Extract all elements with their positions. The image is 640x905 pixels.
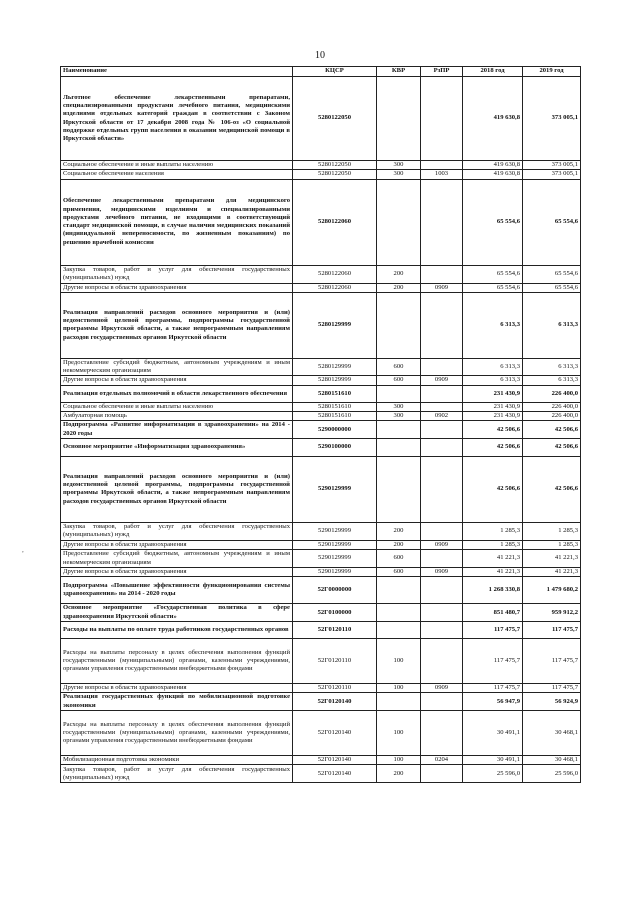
- table-row: [61, 283, 581, 292]
- row-2019-cell: 25 596,0: [523, 765, 581, 783]
- row-kvr-cell: 100: [377, 684, 421, 693]
- row-name-cell: Льготное обеспечение лекарственными препаратами, специализированными продуктами лечебного питания, медицинскими изделиями отдельных категорий граждан в соответствии с Законом Иркутской области от 17 декабря 2008 года № 106-оз «О социальной поддержке отдельных групп населения в оказании медицинской помощи в Иркутской области»: [61, 77, 293, 161]
- row-rzpr-cell: [421, 438, 463, 456]
- row-2019-cell: 65 554,6: [523, 283, 581, 292]
- table-row: [61, 77, 581, 161]
- row-name-cell: Социальное обеспечение и иные выплаты населению: [61, 161, 293, 170]
- row-kcsr-cell: 52Г0120140: [293, 765, 377, 783]
- row-2018-cell: 42 506,6: [463, 456, 523, 522]
- row-2018-cell: 41 221,3: [463, 567, 523, 576]
- table-row: [61, 756, 581, 765]
- row-2018-cell: 65 554,6: [463, 265, 523, 283]
- row-kvr-cell: 300: [377, 170, 421, 179]
- row-kcsr-cell: 5280129999: [293, 358, 377, 376]
- table-row: [61, 421, 581, 439]
- table-row: [61, 412, 581, 421]
- row-name-cell: Обеспечение лекарственными препаратами для медицинского применения, медицинскими изделиями и специализированными продуктами лечебного питания, не входящими в соответствующий стандарт медицинской помощи, в случае наличия медицинских показаний (индивидуальной непереносимости, по жизненным показаниям) по решению врачебной комиссии: [61, 179, 293, 265]
- row-kcsr-cell: 5290100000: [293, 438, 377, 456]
- row-name-cell: Реализация направлений расходов основного мероприятия и (или) ведомственной целевой программы, подпрограммы государственной программы Иркутской области, а также непрограммным направлениям расходов государственных органов Иркутской области: [61, 456, 293, 522]
- row-kvr-cell: 600: [377, 567, 421, 576]
- row-name-cell: Предоставление субсидий бюджетным, автономным учреждениям и иным некоммерческим организациям: [61, 550, 293, 568]
- row-kcsr-cell: 5280129999: [293, 292, 377, 358]
- row-2019-cell: 373 005,1: [523, 161, 581, 170]
- row-name-cell: Другие вопросы в области здравоохранения: [61, 684, 293, 693]
- row-2019-cell: 6 313,3: [523, 358, 581, 376]
- row-2019-cell: 226 400,0: [523, 402, 581, 411]
- header-kcsr: КЦСР: [293, 67, 377, 77]
- row-name-cell: Реализация государственных функций по мобилизационной подготовке экономики: [61, 693, 293, 711]
- row-rzpr-cell: [421, 385, 463, 402]
- row-kvr-cell: [377, 604, 421, 622]
- row-name-cell: Закупка товаров, работ и услуг для обеспечения государственных (муниципальных) нужд: [61, 265, 293, 283]
- row-rzpr-cell: 0909: [421, 540, 463, 549]
- row-2018-cell: 6 313,3: [463, 358, 523, 376]
- table-row: [61, 438, 581, 456]
- row-2018-cell: 65 554,6: [463, 283, 523, 292]
- row-kvr-cell: [377, 179, 421, 265]
- row-name-cell: Реализация отдельных полномочий в области лекарственного обеспечения: [61, 385, 293, 402]
- row-kcsr-cell: 52Г0120110: [293, 639, 377, 684]
- row-name-cell: Другие вопросы в области здравоохранения: [61, 376, 293, 385]
- row-kcsr-cell: 5280129999: [293, 376, 377, 385]
- row-kvr-cell: 600: [377, 358, 421, 376]
- row-2018-cell: 1 285,3: [463, 522, 523, 540]
- row-2019-cell: 41 221,3: [523, 567, 581, 576]
- row-2019-cell: 65 554,6: [523, 265, 581, 283]
- row-kvr-cell: [377, 456, 421, 522]
- row-rzpr-cell: [421, 522, 463, 540]
- table-row: [61, 765, 581, 783]
- row-kvr-cell: [377, 77, 421, 161]
- row-2018-cell: 231 430,9: [463, 402, 523, 411]
- row-kvr-cell: 600: [377, 550, 421, 568]
- row-kvr-cell: [377, 385, 421, 402]
- row-kvr-cell: 100: [377, 756, 421, 765]
- table-row: [61, 385, 581, 402]
- row-rzpr-cell: [421, 693, 463, 711]
- row-kvr-cell: 300: [377, 161, 421, 170]
- row-rzpr-cell: [421, 421, 463, 439]
- table-row: [61, 358, 581, 376]
- row-kvr-cell: [377, 438, 421, 456]
- row-kcsr-cell: 5290129999: [293, 456, 377, 522]
- row-2018-cell: 419 630,8: [463, 170, 523, 179]
- row-kvr-cell: 100: [377, 639, 421, 684]
- row-rzpr-cell: 0909: [421, 567, 463, 576]
- row-2018-cell: 1 285,3: [463, 540, 523, 549]
- row-rzpr-cell: [421, 622, 463, 639]
- table-row: [61, 639, 581, 684]
- row-2019-cell: 42 506,6: [523, 421, 581, 439]
- row-rzpr-cell: [421, 639, 463, 684]
- row-2019-cell: 226 400,0: [523, 385, 581, 402]
- row-kcsr-cell: 52Г0120140: [293, 756, 377, 765]
- row-2018-cell: 231 430,9: [463, 385, 523, 402]
- table-row: [61, 604, 581, 622]
- row-name-cell: Основное мероприятие «Информатизация здравоохранения»: [61, 438, 293, 456]
- row-rzpr-cell: [421, 402, 463, 411]
- row-2019-cell: 41 221,3: [523, 550, 581, 568]
- row-kcsr-cell: 52Г0120140: [293, 693, 377, 711]
- row-2018-cell: 30 491,1: [463, 711, 523, 756]
- row-name-cell: Другие вопросы в области здравоохранения: [61, 567, 293, 576]
- row-kvr-cell: 600: [377, 376, 421, 385]
- row-rzpr-cell: [421, 456, 463, 522]
- row-2018-cell: 117 475,7: [463, 622, 523, 639]
- row-rzpr-cell: 0902: [421, 412, 463, 421]
- row-2018-cell: 56 947,9: [463, 693, 523, 711]
- table-row: [61, 540, 581, 549]
- row-kcsr-cell: 52Г0120110: [293, 622, 377, 639]
- row-name-cell: Другие вопросы в области здравоохранения: [61, 283, 293, 292]
- row-2019-cell: 959 912,2: [523, 604, 581, 622]
- row-kcsr-cell: 5280122060: [293, 179, 377, 265]
- row-2019-cell: 30 468,1: [523, 711, 581, 756]
- row-name-cell: Закупка товаров, работ и услуг для обеспечения государственных (муниципальных) нужд: [61, 522, 293, 540]
- table-row: [61, 456, 581, 522]
- row-rzpr-cell: [421, 577, 463, 604]
- row-kcsr-cell: 5280151610: [293, 385, 377, 402]
- table-row: [61, 577, 581, 604]
- row-kvr-cell: 200: [377, 522, 421, 540]
- row-name-cell: Социальное обеспечение и иные выплаты населению: [61, 402, 293, 411]
- row-kcsr-cell: 5280122060: [293, 265, 377, 283]
- header-kvr: КВР: [377, 67, 421, 77]
- row-name-cell: Реализация направлений расходов основного мероприятия и (или) ведомственной целевой программы, подпрограммы государственной программы Иркутской области, а также непрограммным направлениям расходов государственных органов Иркутской области: [61, 292, 293, 358]
- row-rzpr-cell: 0909: [421, 684, 463, 693]
- row-kvr-cell: 100: [377, 711, 421, 756]
- row-name-cell: Предоставление субсидий бюджетным, автономным учреждениям и иным некоммерческим организациям: [61, 358, 293, 376]
- row-name-cell: Основное мероприятие «Государственная политика в сфере здравоохранения Иркутской области»: [61, 604, 293, 622]
- row-rzpr-cell: [421, 765, 463, 783]
- table-row: [61, 161, 581, 170]
- row-kcsr-cell: 5290129999: [293, 540, 377, 549]
- row-2019-cell: 56 924,9: [523, 693, 581, 711]
- row-kcsr-cell: 5290129999: [293, 567, 377, 576]
- row-rzpr-cell: [421, 358, 463, 376]
- row-rzpr-cell: [421, 161, 463, 170]
- header-2018: 2018 год: [463, 67, 523, 77]
- row-name-cell: Другие вопросы в области здравоохранения: [61, 540, 293, 549]
- row-2019-cell: 117 475,7: [523, 622, 581, 639]
- row-2019-cell: 6 313,3: [523, 292, 581, 358]
- row-2019-cell: 1 285,3: [523, 522, 581, 540]
- row-kcsr-cell: 5280151610: [293, 412, 377, 421]
- row-name-cell: Мобилизационная подготовка экономики: [61, 756, 293, 765]
- row-2018-cell: 419 630,8: [463, 77, 523, 161]
- row-2019-cell: 1 285,3: [523, 540, 581, 549]
- row-kcsr-cell: 52Г0000000: [293, 577, 377, 604]
- row-rzpr-cell: [421, 292, 463, 358]
- row-2018-cell: 41 221,3: [463, 550, 523, 568]
- row-2018-cell: 6 313,3: [463, 292, 523, 358]
- row-rzpr-cell: [421, 711, 463, 756]
- table-row: [61, 522, 581, 540]
- row-kcsr-cell: 52Г0120110: [293, 684, 377, 693]
- table-row: [61, 711, 581, 756]
- row-kcsr-cell: 5280122050: [293, 170, 377, 179]
- row-2019-cell: 373 005,1: [523, 77, 581, 161]
- table-row: [61, 170, 581, 179]
- row-2019-cell: 65 554,6: [523, 179, 581, 265]
- row-kcsr-cell: 52Г0120140: [293, 711, 377, 756]
- row-name-cell: Социальное обеспечение населения: [61, 170, 293, 179]
- row-kcsr-cell: 5290129999: [293, 522, 377, 540]
- row-kvr-cell: 200: [377, 540, 421, 549]
- row-2019-cell: 6 313,3: [523, 376, 581, 385]
- row-kvr-cell: [377, 693, 421, 711]
- row-2019-cell: 30 468,1: [523, 756, 581, 765]
- row-name-cell: Амбулаторная помощь: [61, 412, 293, 421]
- row-rzpr-cell: 1003: [421, 170, 463, 179]
- row-name-cell: Подпрограмма «Развитие информатизации в здравоохранении» на 2014 - 2020 годы: [61, 421, 293, 439]
- table-header-row: [61, 67, 581, 77]
- row-kcsr-cell: 5290000000: [293, 421, 377, 439]
- row-kcsr-cell: 5290129999: [293, 550, 377, 568]
- row-2019-cell: 1 479 680,2: [523, 577, 581, 604]
- row-2019-cell: 42 506,6: [523, 456, 581, 522]
- row-2018-cell: 419 630,8: [463, 161, 523, 170]
- row-2019-cell: 42 506,6: [523, 438, 581, 456]
- row-kcsr-cell: 5280122050: [293, 161, 377, 170]
- row-2018-cell: 117 475,7: [463, 639, 523, 684]
- header-name: Наименование: [61, 67, 293, 77]
- row-kvr-cell: [377, 421, 421, 439]
- row-2018-cell: 1 268 330,8: [463, 577, 523, 604]
- table-row: [61, 265, 581, 283]
- table-row: [61, 292, 581, 358]
- header-rzpr: РзПР: [421, 67, 463, 77]
- row-kvr-cell: [377, 622, 421, 639]
- row-kcsr-cell: 5280122050: [293, 77, 377, 161]
- table-row: [61, 376, 581, 385]
- row-kcsr-cell: 5280151610: [293, 402, 377, 411]
- row-rzpr-cell: [421, 179, 463, 265]
- table-body: [61, 77, 581, 783]
- row-kvr-cell: 200: [377, 283, 421, 292]
- row-2018-cell: 117 475,7: [463, 684, 523, 693]
- row-name-cell: Закупка товаров, работ и услуг для обеспечения государственных (муниципальных) нужд: [61, 765, 293, 783]
- row-kvr-cell: 300: [377, 412, 421, 421]
- row-2018-cell: 42 506,6: [463, 421, 523, 439]
- row-2018-cell: 231 430,9: [463, 412, 523, 421]
- budget-table: [60, 66, 581, 783]
- row-2019-cell: 117 475,7: [523, 684, 581, 693]
- table-row: [61, 550, 581, 568]
- table-row: [61, 622, 581, 639]
- table-row: [61, 684, 581, 693]
- table-row: [61, 567, 581, 576]
- table-row: [61, 693, 581, 711]
- row-kvr-cell: [377, 577, 421, 604]
- row-2019-cell: 117 475,7: [523, 639, 581, 684]
- row-name-cell: Расходы на выплаты персоналу в целях обеспечения выполнения функций государственными (муниципальными) органами, казенными учреждениями, органами управления государственными внебюджетными фондами: [61, 639, 293, 684]
- row-rzpr-cell: [421, 265, 463, 283]
- row-kvr-cell: [377, 292, 421, 358]
- row-2018-cell: 30 491,1: [463, 756, 523, 765]
- row-2019-cell: 373 005,1: [523, 170, 581, 179]
- row-name-cell: Расходы на выплаты по оплате труда работников государственных органов: [61, 622, 293, 639]
- row-kcsr-cell: 52Г0100000: [293, 604, 377, 622]
- row-rzpr-cell: [421, 604, 463, 622]
- row-kvr-cell: 200: [377, 765, 421, 783]
- row-2018-cell: 6 313,3: [463, 376, 523, 385]
- row-name-cell: Расходы на выплаты персоналу в целях обеспечения выполнения функций государственными (муниципальными) органами, казенными учреждениями, органами управления государственными внебюджетными фондами: [61, 711, 293, 756]
- row-2018-cell: 851 480,7: [463, 604, 523, 622]
- table-row: [61, 402, 581, 411]
- row-kvr-cell: 300: [377, 402, 421, 411]
- margin-mark: ,: [22, 546, 24, 554]
- page-number: 10: [315, 50, 325, 61]
- row-kcsr-cell: 5280122060: [293, 283, 377, 292]
- row-2018-cell: 42 506,6: [463, 438, 523, 456]
- row-2019-cell: 226 400,0: [523, 412, 581, 421]
- row-rzpr-cell: [421, 550, 463, 568]
- table-row: [61, 179, 581, 265]
- row-rzpr-cell: [421, 77, 463, 161]
- row-2018-cell: 25 596,0: [463, 765, 523, 783]
- row-2018-cell: 65 554,6: [463, 179, 523, 265]
- row-rzpr-cell: 0204: [421, 756, 463, 765]
- header-2019: 2019 год: [523, 67, 581, 77]
- row-rzpr-cell: 0909: [421, 283, 463, 292]
- row-name-cell: Подпрограмма «Повышение эффективности функционирования системы здравоохранения» на 2014 - 2020 годы: [61, 577, 293, 604]
- row-rzpr-cell: 0909: [421, 376, 463, 385]
- row-kvr-cell: 200: [377, 265, 421, 283]
